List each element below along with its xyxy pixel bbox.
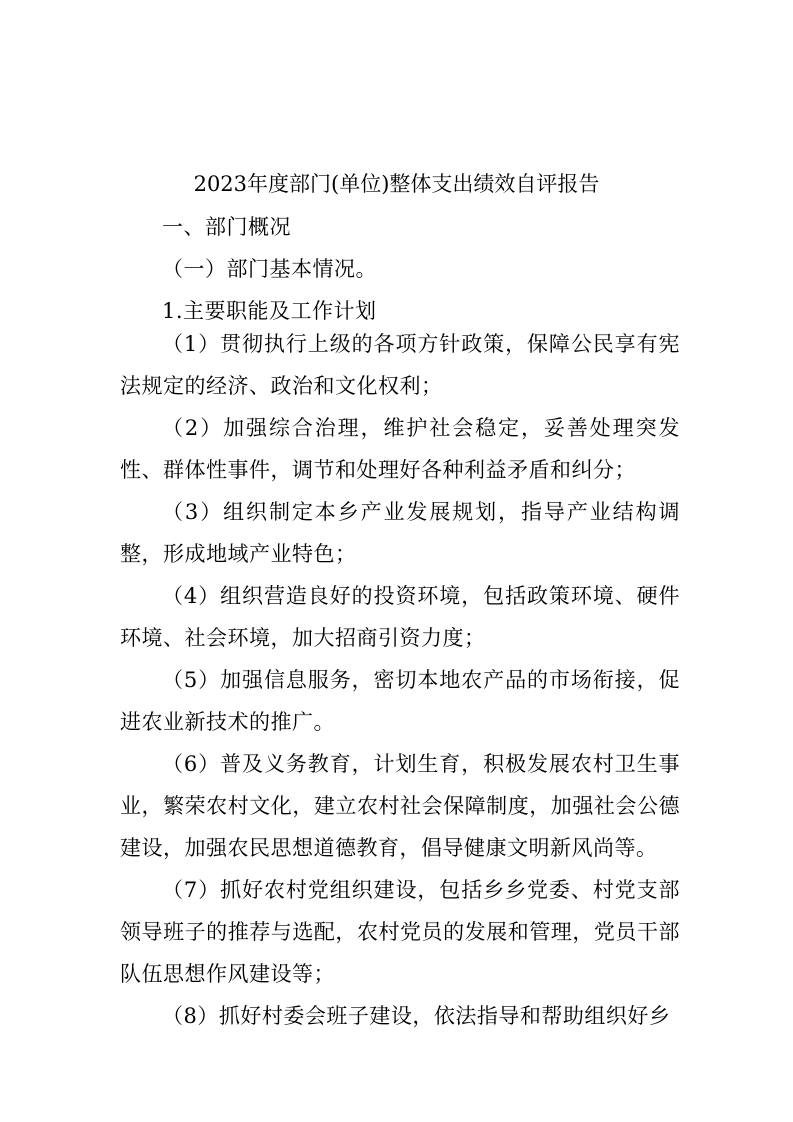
list-item-6: （6）普及义务教育，计划生育，积极发展农村卫生事业，繁荣农村文化，建立农村社会保障制度，加强社会公德建设，加强农民思想道德教育，倡导健康文明新风尚等。	[120, 752, 680, 860]
list-item-4: （4）组织营造良好的投资环境，包括政策环境、硬件环境、社会环境，加大招商引资力度；	[120, 584, 680, 650]
list-item-3: （3）组织制定本乡产业发展规划，指导产业结构调整，形成地域产业特色；	[120, 500, 680, 566]
document-title: 2023年度部门(单位)整体支出绩效自评报告	[193, 172, 600, 196]
list-item-2: （2）加强综合治理，维护社会稳定，妥善处理突发性、群体性事件，调节和处理好各种利益矛盾和纠分；	[120, 416, 680, 482]
list-item-7: （7）抓好农村党组织建设，包括乡乡党委、村党支部领导班子的推荐与选配，农村党员的发展和管理，党员干部队伍思想作风建设等；	[120, 878, 680, 986]
list-item-8: （8）抓好村委会班子建设，依法指导和帮助组织好乡	[162, 1004, 671, 1028]
list-item-5: （5）加强信息服务，密切本地农产品的市场衔接，促进农业新技术的推广。	[120, 668, 680, 734]
heading-main-functions: 1.主要职能及工作计划	[162, 299, 377, 323]
heading-basic-situation: （一）部门基本情况。	[162, 257, 377, 281]
heading-department-overview: 一、部门概况	[162, 215, 291, 239]
list-item-1: （1）贯彻执行上级的各项方针政策，保障公民享有宪法规定的经济、政治和文化权利；	[120, 332, 680, 398]
